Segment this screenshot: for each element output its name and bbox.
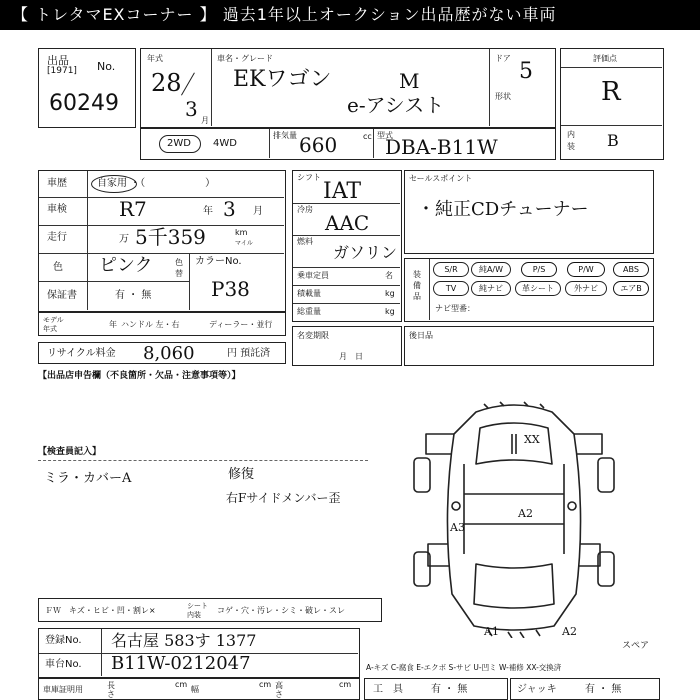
dealer-label: ディーラー・並行 xyxy=(209,320,273,329)
recycle-unit: 円 預託済 xyxy=(227,348,271,359)
equip-navi: 純ナビ xyxy=(471,281,511,296)
cc-unit: cc xyxy=(363,132,372,141)
jack-box xyxy=(510,678,660,700)
divider xyxy=(39,281,189,282)
month-unit: 月 xyxy=(201,116,209,125)
divider xyxy=(189,253,190,310)
history-box xyxy=(38,170,286,312)
divider xyxy=(293,267,400,268)
divider xyxy=(561,125,662,126)
chassis-no: B11W-0212047 xyxy=(111,653,251,674)
garage-cert-box xyxy=(38,678,360,700)
registration-box xyxy=(38,628,360,678)
no-label: No. xyxy=(97,60,116,73)
gross-unit: kg xyxy=(385,307,395,316)
shaken-month: 3 xyxy=(223,197,236,221)
inspection-note2: 修復 xyxy=(228,467,255,482)
warranty-label: 保証書 xyxy=(47,290,77,301)
lot-number: 60249 xyxy=(49,91,119,116)
warranty-options: 有 ・ 無 xyxy=(115,290,152,301)
divider xyxy=(293,203,400,204)
man-label: 万 xyxy=(119,234,129,245)
recycle-box xyxy=(38,342,286,364)
jack-label: ジャッキ xyxy=(517,684,557,695)
displacement: 660 xyxy=(299,133,338,157)
spec-box xyxy=(292,170,402,322)
color-change: 色替 xyxy=(175,258,183,278)
height-cm: cm xyxy=(339,680,352,689)
tools-label: 工 具 xyxy=(373,684,403,695)
equip-alloy: 純A/W xyxy=(471,262,511,277)
name-change-box xyxy=(292,326,402,366)
reg-no: 名古屋 583す 1377 xyxy=(111,631,257,650)
mile-unit: マイル xyxy=(235,240,253,247)
equip-ps: P/S xyxy=(521,262,557,277)
divider xyxy=(39,197,284,198)
divider xyxy=(429,259,430,320)
km-unit: km xyxy=(235,228,248,237)
divider xyxy=(87,171,88,310)
recycle-label: リサイクル料金 xyxy=(47,348,116,359)
color-no-label: カラーNo. xyxy=(195,256,242,267)
ac-label: 冷房 xyxy=(297,205,313,214)
seat-label: シート内装 xyxy=(187,602,208,619)
seller-title: 【出品店申告欄（不良箇所・欠品・注意事項等）】 xyxy=(38,371,241,381)
shift: IAT xyxy=(323,179,362,204)
mileage-label: 走行 xyxy=(47,232,67,243)
later-label: 後日品 xyxy=(409,331,433,340)
grade-e: e-アシスト xyxy=(347,93,445,117)
color: ピンク xyxy=(99,255,153,276)
fuel-label: 燃料 xyxy=(297,237,313,246)
reg-label: 登録No. xyxy=(45,635,82,646)
load-unit: kg xyxy=(385,289,395,298)
car-info-box xyxy=(140,48,556,128)
car-diagram xyxy=(404,394,624,638)
inspection-note3: 右Fサイドメンバー歪 xyxy=(226,491,341,505)
jack-options: 有 ・ 無 xyxy=(585,684,622,695)
tools-box xyxy=(364,678,508,700)
equip-leather: 革シート xyxy=(515,281,561,296)
name-change-label: 名変期限 xyxy=(297,331,329,340)
capacity-label: 乗車定員 xyxy=(297,271,329,280)
damage-legend: A-キズ C-腐食 E-エクボ S-サビ U-凹ミ W-補修 XX-交換済 xyxy=(366,663,562,672)
interior-label: 内装 xyxy=(567,130,575,151)
fuel: ガソリン xyxy=(333,243,398,262)
sales-point-label: セールスポイント xyxy=(409,174,473,183)
history-label: 車歴 xyxy=(47,178,67,189)
drive-2wd: 2WD xyxy=(167,138,191,149)
grade-m: M xyxy=(399,69,420,93)
model: DBA-B11W xyxy=(385,135,498,159)
height-label: 高さ xyxy=(275,681,283,699)
shape-label: 形状 xyxy=(495,92,511,101)
equip-abs: ABS xyxy=(613,262,649,277)
model-year-unit: 年 xyxy=(109,320,117,329)
equip-label: 装備品 xyxy=(413,270,421,301)
history-options: 自家用 ・（ ） xyxy=(97,178,216,189)
mark-a3: A3 xyxy=(450,521,465,534)
mark-xx: XX xyxy=(524,433,540,446)
load-label: 積載量 xyxy=(297,289,321,298)
equip-tv: TV xyxy=(433,281,469,296)
model-label: 型式 xyxy=(377,131,393,140)
nen-label: 年 xyxy=(203,206,213,217)
divider xyxy=(293,235,400,236)
shaken-label: 車検 xyxy=(47,204,67,215)
model-year-box xyxy=(38,312,286,336)
divider xyxy=(293,285,400,286)
rating-box xyxy=(560,48,664,160)
handle-label: ハンドル 左・右 xyxy=(121,320,180,329)
month-value: 3 xyxy=(185,97,198,121)
divider xyxy=(561,67,662,68)
inspection-note1: ミラ・カバーA xyxy=(44,471,132,486)
navi-label: ナビ型番： xyxy=(435,304,475,313)
length-cm: cm xyxy=(175,680,188,689)
name-change-unit: 月 日 xyxy=(339,352,363,361)
shaken-year: R7 xyxy=(119,197,147,221)
mark-a2-bottom: A2 xyxy=(562,625,577,638)
seat-line: コゲ・穴・汚レ・シミ・破レ・スレ xyxy=(217,606,345,615)
width-cm: cm xyxy=(259,680,272,689)
color-label: 色 xyxy=(53,262,63,273)
fw-seat-box xyxy=(38,598,382,622)
shuppin-label: 出品 xyxy=(47,54,69,67)
chassis-label: 車台No. xyxy=(45,659,82,670)
divider xyxy=(373,129,374,158)
divider xyxy=(269,129,270,158)
recycle-fee: 8,060 xyxy=(143,343,195,364)
sales-point: ・純正CDチューナー xyxy=(417,199,589,220)
door-label: ドア xyxy=(495,54,511,63)
car-name: EKワゴン xyxy=(233,67,332,92)
equip-sr: S/R xyxy=(433,262,469,277)
gatsu-label: 月 xyxy=(253,206,263,217)
shift-label: シフト xyxy=(297,173,321,182)
equip-airbag: エアB xyxy=(613,281,649,296)
later-items-box xyxy=(404,326,654,366)
model-year-label: モデル年式 xyxy=(43,316,64,333)
inspection-top-line xyxy=(38,460,368,461)
year-label: 年式 xyxy=(147,54,163,63)
mileage: 5千359 xyxy=(135,225,206,249)
sales-point-box xyxy=(404,170,654,254)
equip-pw: P/W xyxy=(567,262,605,277)
equip-ext-navi: 外ナビ xyxy=(565,281,607,296)
gross-label: 総重量 xyxy=(297,307,321,316)
color-no: P38 xyxy=(211,277,250,301)
mark-a1: A1 xyxy=(484,625,499,638)
drive-4wd: 4WD xyxy=(213,138,237,149)
year-value: 28 xyxy=(151,69,182,97)
width-label: 幅 xyxy=(191,685,199,694)
ac: AAC xyxy=(325,211,370,235)
divider xyxy=(211,49,212,126)
car-name-label: 車名・グレード xyxy=(217,54,273,63)
drive-box xyxy=(140,128,556,160)
doors: 5 xyxy=(519,59,533,84)
mark-a2-center: A2 xyxy=(518,507,533,520)
length-label: 長さ xyxy=(107,681,115,699)
banner: 【 トレタマEXコーナー 】 過去1年以上オークション出品歴がない車両 xyxy=(0,0,700,30)
divider xyxy=(293,303,400,304)
year-slash xyxy=(181,72,195,95)
no-small: [1971] xyxy=(47,66,77,76)
divider xyxy=(489,49,490,126)
fw-line: ＦＷ キズ・ヒビ・凹・割レ× xyxy=(45,606,156,615)
lot-number-box xyxy=(38,48,136,128)
cert-label: 車庫証明用 xyxy=(43,685,83,694)
rating-label: 評価点 xyxy=(593,54,617,63)
interior: B xyxy=(607,131,619,150)
tools-options: 有 ・ 無 xyxy=(431,684,468,695)
inspection-title: 【検査員記入】 xyxy=(38,447,102,457)
displacement-label: 排気量 xyxy=(273,131,297,140)
divider xyxy=(39,253,284,254)
rating: R xyxy=(601,77,621,107)
spare-label: スペア xyxy=(622,641,650,651)
equipment-box xyxy=(404,258,654,322)
capacity-unit: 名 xyxy=(385,271,393,280)
